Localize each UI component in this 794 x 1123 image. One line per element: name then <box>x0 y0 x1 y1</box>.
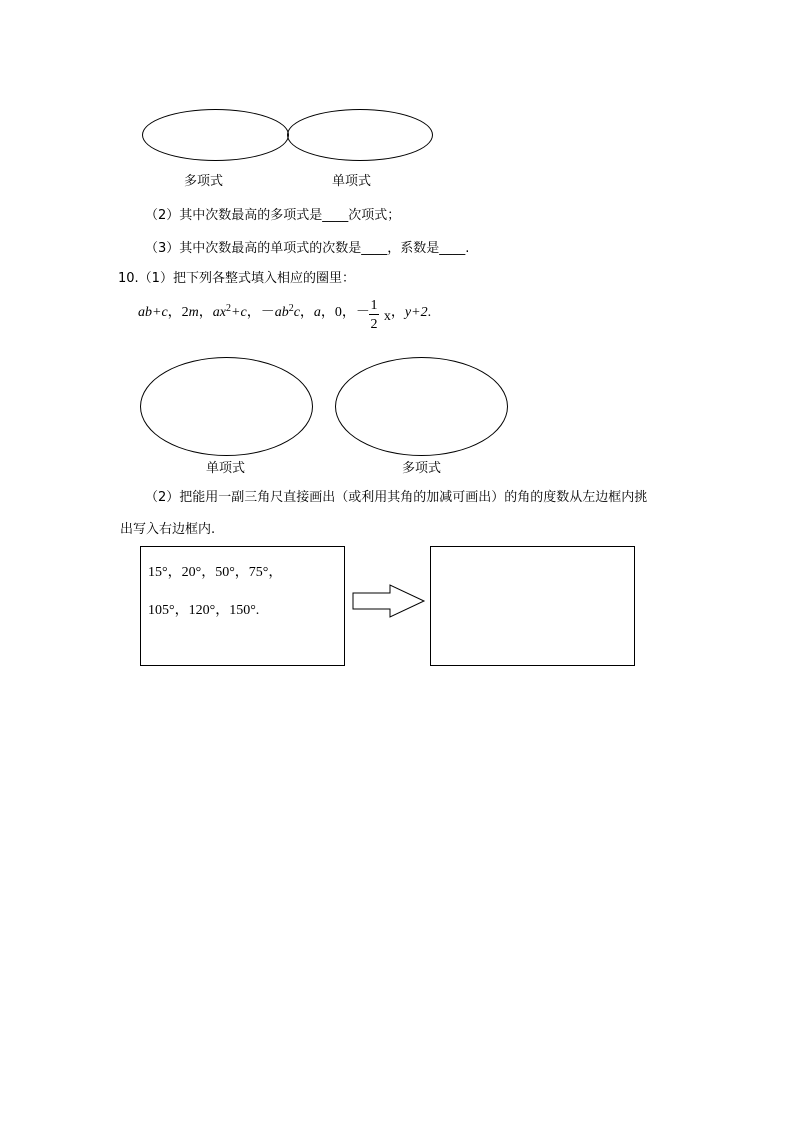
expr-ax2-plus-c: $ax^2+c$ <box>212 303 247 320</box>
expr-ab-plus-c: ab+c <box>138 305 168 320</box>
polynomial-circle <box>142 109 289 161</box>
monomial-circle <box>287 109 433 161</box>
expr-neg-ab2c: $-ab^2c$ <box>260 303 300 320</box>
fraction-bar <box>369 314 379 315</box>
polynomial-circle-label: 多项式 <box>184 174 224 189</box>
monomial-circle-label: 单项式 <box>332 174 372 189</box>
polynomial-circle-q10-label: 多项式 <box>402 461 442 476</box>
q10-part2-line2: 出写入右边框内. <box>120 522 216 537</box>
monomial-circle-q10 <box>140 357 313 456</box>
angle-list-line2: 105°，120°，150°. <box>148 603 260 618</box>
right-arrow-icon <box>352 584 426 618</box>
expression-list: ab+c，2m，$ax^2+c$，$-ab^2c$，a，0，－ x，y+2. <box>138 303 432 324</box>
monomial-circle-q10-label: 单项式 <box>206 461 246 476</box>
q10-part2-line1: （2）把能用一副三角尺直接画出（或利用其角的加减可画出）的角的度数从左边框内挑 <box>145 490 648 505</box>
q9-part2: （2）其中次数最高的多项式是____次项式； <box>145 208 401 223</box>
expr-y-plus-2: y+2 <box>404 305 428 320</box>
expr-a: a <box>313 305 321 320</box>
fraction-denominator: 2 <box>370 317 378 332</box>
angle-list-line1: 15°，20°，50°，75°， <box>148 565 283 580</box>
polynomial-circle-q10 <box>335 357 508 456</box>
q9-part3: （3）其中次数最高的单项式的次数是____，系数是____. <box>145 241 470 256</box>
q10-part1-title: 10.（1）把下列各整式填入相应的圈里： <box>118 271 355 286</box>
expr-2m: 2m <box>181 305 199 320</box>
expr-x: x <box>383 309 391 324</box>
angle-answer-box[interactable] <box>430 546 635 666</box>
expr-neg-sign: － <box>355 305 370 320</box>
fraction-numerator: 1 <box>370 298 378 313</box>
expr-zero: 0 <box>334 305 342 320</box>
